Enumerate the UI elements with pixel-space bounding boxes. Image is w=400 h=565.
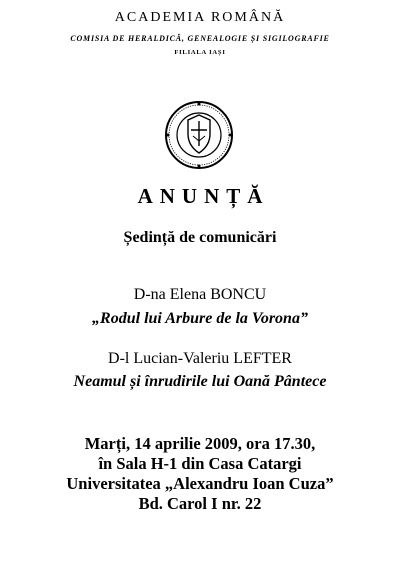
session-title: Ședință de comunicări xyxy=(123,229,277,246)
event-room: în Sala H-1 din Casa Catargi xyxy=(98,454,302,473)
event-datetime: Marți, 14 aprilie 2009, ora 17.30, xyxy=(84,434,316,453)
speaker-name: D-na Elena BONCU xyxy=(133,286,267,303)
commission-name: COMISIA DE HERALDICĂ, GENEALOGIE ȘI SIGILOGRAFIE xyxy=(70,34,330,43)
heraldic-seal-icon xyxy=(164,100,234,170)
talk-title: Neamul și înrudirile lui Oană Pântece xyxy=(73,373,327,390)
announcement-heading: ANUNȚĂ xyxy=(137,184,270,208)
speaker-name: D-l Lucian-Valeriu LEFTER xyxy=(108,350,292,367)
event-address: Bd. Carol I nr. 22 xyxy=(138,494,262,513)
academy-name: ACADEMIA ROMÂNĂ xyxy=(114,10,286,25)
talk-title: „Rodul lui Arbure de la Vorona” xyxy=(92,310,308,327)
event-university: Universitatea „Alexandru Ioan Cuza” xyxy=(66,474,334,493)
branch-name: FILIALA IAȘI xyxy=(174,49,226,56)
